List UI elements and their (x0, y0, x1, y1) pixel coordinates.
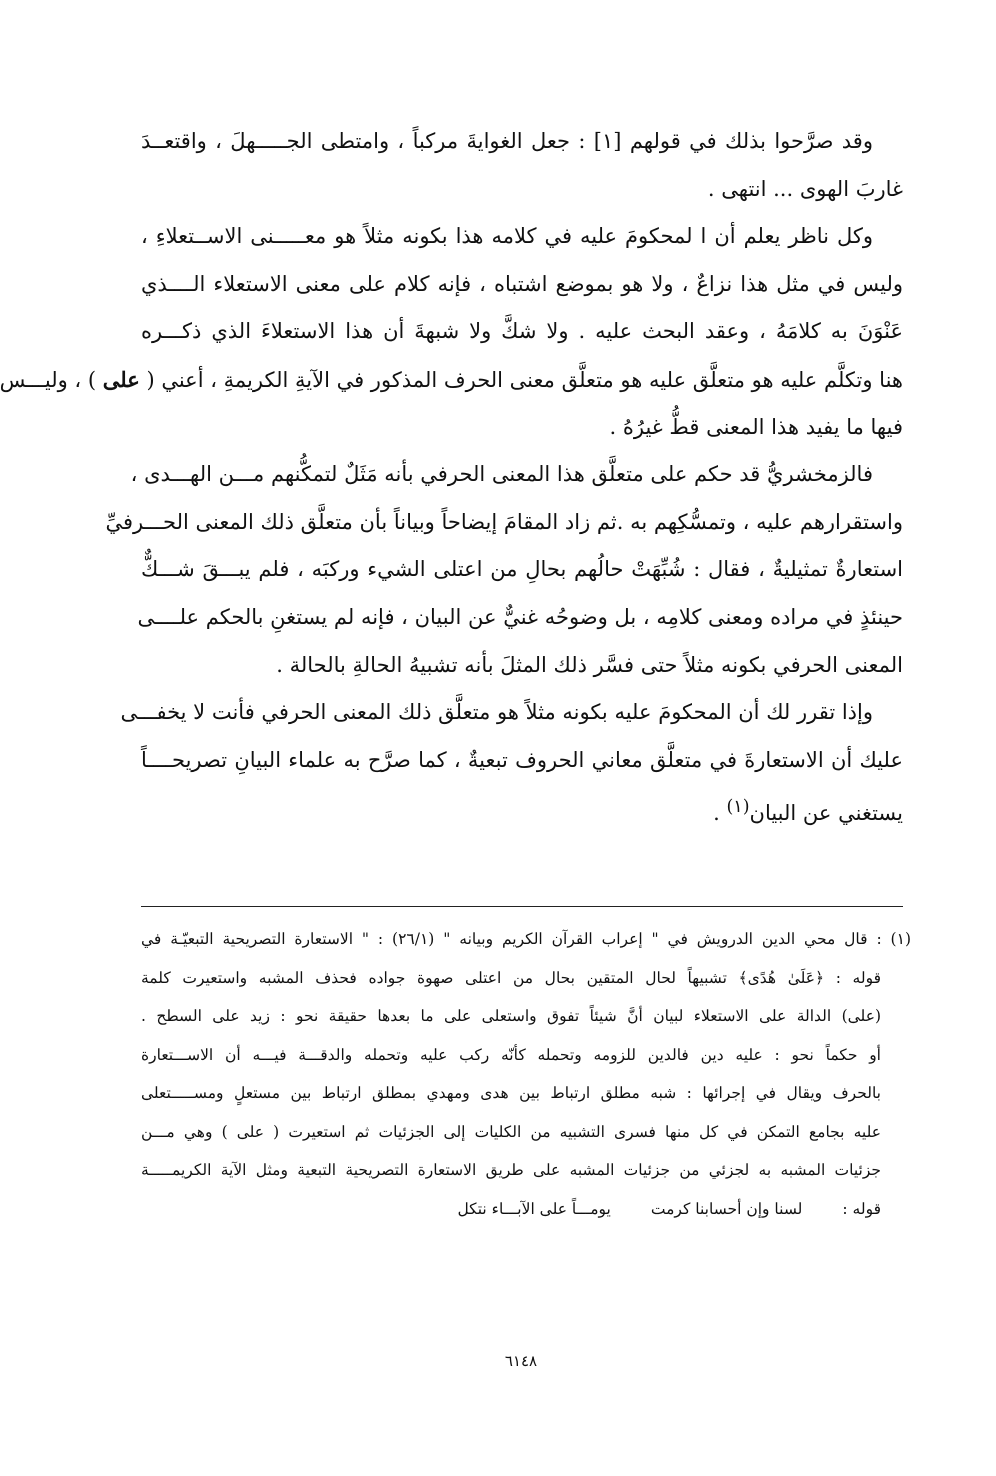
paragraph-1-line-1: وقد صرَّحوا بذلك في قولهم [١] : جعل الغوايةَ مركباً ، وامتطى الجـــــهلَ ، واقتعــدَ (141, 129, 873, 153)
footnote-line-7: جزئيات المشبه به لجزئي من جزئيات المشبه على طريق الاستعارة التصريحية التبعية ومثل الآية الكريمـــــة (141, 1161, 881, 1179)
footnote-line-5: بالحرف ويقال في إجرائها : شبه مطلق ارتباط بين هدى ومهدي بمطلق ارتباط بين مستعلٍ ومســـــتعلى (141, 1084, 881, 1102)
verse-hemistich-2: يومـــاً على الآبـــاء نتكل (457, 1199, 611, 1218)
paragraph-2-line-4-end: ) ، وليـــس (0, 367, 97, 392)
footnote-line-6: عليه بجامع التمكن في كل منها فسرى التشبيه من الكليات إلى الجزئيات ثم استعيرت ( على ) وهي مـــن (141, 1122, 881, 1141)
footnotes (141, 920, 911, 1228)
paragraph-4-line-3-end: . (713, 801, 727, 826)
footnote-line-1: (١) : قال محي الدين الدرويش في " إعراب القرآن الكريم وبيانه " (٢٦/١) : " الاستعارة التصريحية التبعيّـة في (141, 930, 911, 948)
verse-hemistich-1: لسنا وإن أحسابنا كرمت (650, 1199, 803, 1218)
paragraph-3-line-3: استعارةٌ تمثيليةٌ ، فقال : شُبِّهَتْ حالُهم بحالِ من اعتلى الشيء وركبَه ، فلم يبـــقَ شـــكٌّ (141, 557, 903, 582)
paragraph-2-line-4-start: هنا وتكلَّم عليه هو متعلَّق عليه هو متعلَّق معنى الحرف المذكور في الآيةِ الكريمةِ ، أعني ( (146, 367, 903, 392)
paragraph-1-line-2: غاربَ الهوى ... انتهى . (707, 176, 903, 201)
footnote-separator (141, 906, 903, 907)
footnote-line-4: أو حكماً نحو : عليه دين فالدين للزومه وتحمله كأنّه ركب عليه وتحمله والدقـــة فيـــه أن الاســـتعارة (141, 1045, 881, 1064)
paragraph-4-line-1: وإذا تقرر لك أن المحكومَ عليه بكونه مثلاً هو متعلَّق ذلك المعنى الحرفي فأنت لا يخفـــى (120, 700, 873, 725)
paragraph-2-line-3: عَنْوَنَ به كلامَهُ ، وعقد البحث عليه . ولا شكَّ ولا شبهةَ أن هذا الاستعلاءَ الذي ذكـــره (141, 319, 903, 344)
paragraph-2-line-5: فيها ما يفيد هذا المعنى قطُّ غيرُهُ . (609, 414, 903, 439)
page-number: ٦١٤٨ (504, 1352, 538, 1370)
footnote-line-3: (على) الدالة على الاستعلاء لبيان أنَّ شيئاً تفوق واستعلى على ما بعدها حقيقة نحو : زيد على السطح . (141, 1007, 881, 1025)
footnote-line-2: قوله : ﴿عَلَىٰ هُدًى﴾ تشبيهاً لحال المتقين بحال من اعتلى صهوة جواده فحذف المشبه واستعيرت كلمة (141, 968, 881, 987)
paragraph-4-line-3-text: يستغني عن البيان (749, 801, 903, 826)
paragraph-3-line-4: حينئذٍ في مراده ومعنى كلامِه ، بل وضوحُه غنيٌّ عن البيان ، فإنه لم يستغنِ بالحكم علــــى (137, 604, 903, 629)
paragraph-4-line-2: عليك أن الاستعارةَ في متعلَّق معاني الحروف تبعيةٌ ، كما صرَّح به علماء البيانِ تصريحــــاً (141, 747, 903, 772)
paragraph-3-line-5: المعنى الحرفي بكونه مثلاً حتى فسَّر ذلك المثلَ بأنه تشبيهُ الحالةِ بالحالة . (276, 652, 903, 677)
paragraph-4-line-3 (141, 784, 903, 832)
paragraph-3-line-2: واستقرارهم عليه ، وتمسُّكِهم به .ثم زاد المقامَ إيضاحاً وبياناً بأن متعلَّق ذلك المعنى الحـــرفيِّ (105, 509, 903, 534)
footnote-reference[interactable]: (١) (726, 797, 750, 818)
paragraph-2-line-2: وليس في مثل هذا نزاعٌ ، ولا هو بموضع اشتباه ، فإنه كلام على معنى الاستعلاء الــــذي (141, 271, 903, 296)
paragraph-2-line-4 (0, 356, 903, 404)
verse-label: قوله : (842, 1199, 881, 1218)
paragraph-3-line-1: فالزمخشريُّ قد حكم على متعلَّق هذا المعنى الحرفي بأنه مَثَلٌ لتمكُّنهم مـــن الهـــدى ، (130, 462, 873, 487)
footnote-verse-line (141, 1190, 911, 1229)
paragraph-2-line-1: وكل ناظر يعلم أن ا لمحكومَ عليه في كلامه هذا بكونه مثلاً هو معـــــنى الاســتعلاءِ ، (141, 224, 873, 249)
main-text (0, 118, 903, 832)
bold-word-ala: على (102, 366, 140, 392)
